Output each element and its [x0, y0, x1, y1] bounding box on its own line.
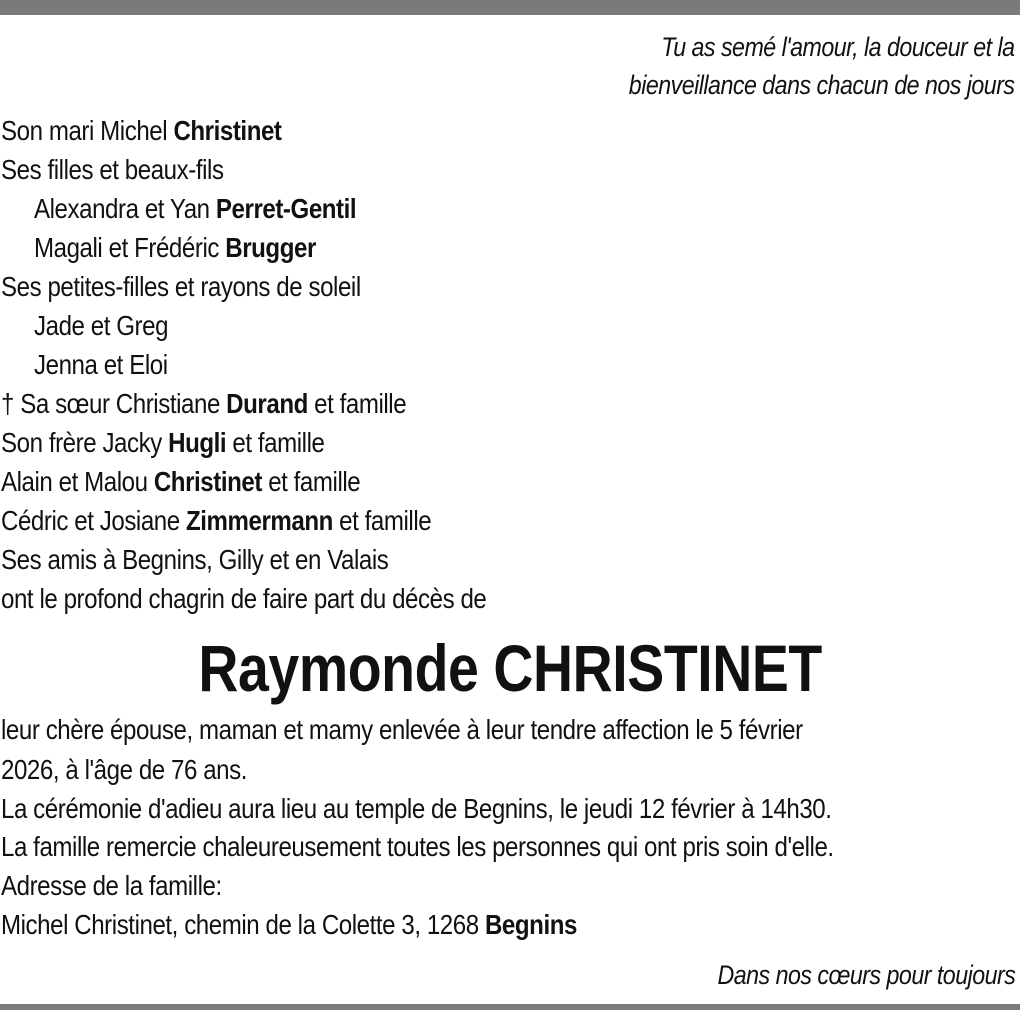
family-line: Son frère Jacky Hugli et famille — [1, 427, 325, 458]
family-line: Alexandra et Yan Perret-Gentil — [34, 193, 357, 224]
family-line: Magali et Frédéric Brugger — [34, 232, 316, 263]
detail-line: Adresse de la famille: — [1, 870, 222, 901]
opening-motto-line-2: bienveillance dans chacun de nos jours — [629, 70, 1015, 100]
family-line: ont le profond chagrin de faire part du décès de — [1, 583, 487, 614]
bottom-rule — [0, 1004, 1020, 1010]
detail-line: La cérémonie d'adieu aura lieu au temple de Begnins, le jeudi 12 février à 14h30. — [1, 793, 832, 824]
deceased-name: Raymonde CHRISTINET — [198, 631, 822, 705]
opening-motto — [629, 28, 1015, 104]
top-rule — [0, 0, 1020, 15]
family-line: Ses petites-filles et rayons de soleil — [1, 271, 361, 302]
family-line: Ses filles et beaux-fils — [1, 154, 224, 185]
detail-line: 2026, à l'âge de 76 ans. — [1, 754, 248, 785]
family-line: Jenna et Eloi — [34, 349, 168, 380]
family-line: Cédric et Josiane Zimmermann et famille — [1, 505, 432, 536]
detail-line: Michel Christinet, chemin de la Colette 3, 1268 Begnins — [1, 909, 577, 940]
family-line: † Sa sœur Christiane Durand et famille — [1, 388, 407, 419]
family-line: Son mari Michel Christinet — [1, 115, 282, 146]
detail-line: leur chère épouse, maman et mamy enlevée à leur tendre affection le 5 février — [1, 714, 803, 745]
family-line: Jade et Greg — [34, 310, 169, 341]
family-line: Alain et Malou Christinet et famille — [1, 466, 361, 497]
closing-motto: Dans nos cœurs pour toujours — [717, 960, 1015, 990]
opening-motto-line-1: Tu as semé l'amour, la douceur et la — [661, 32, 1015, 62]
family-line: Ses amis à Begnins, Gilly et en Valais — [1, 544, 389, 575]
detail-line: La famille remercie chaleureusement toutes les personnes qui ont pris soin d'elle. — [1, 831, 834, 862]
